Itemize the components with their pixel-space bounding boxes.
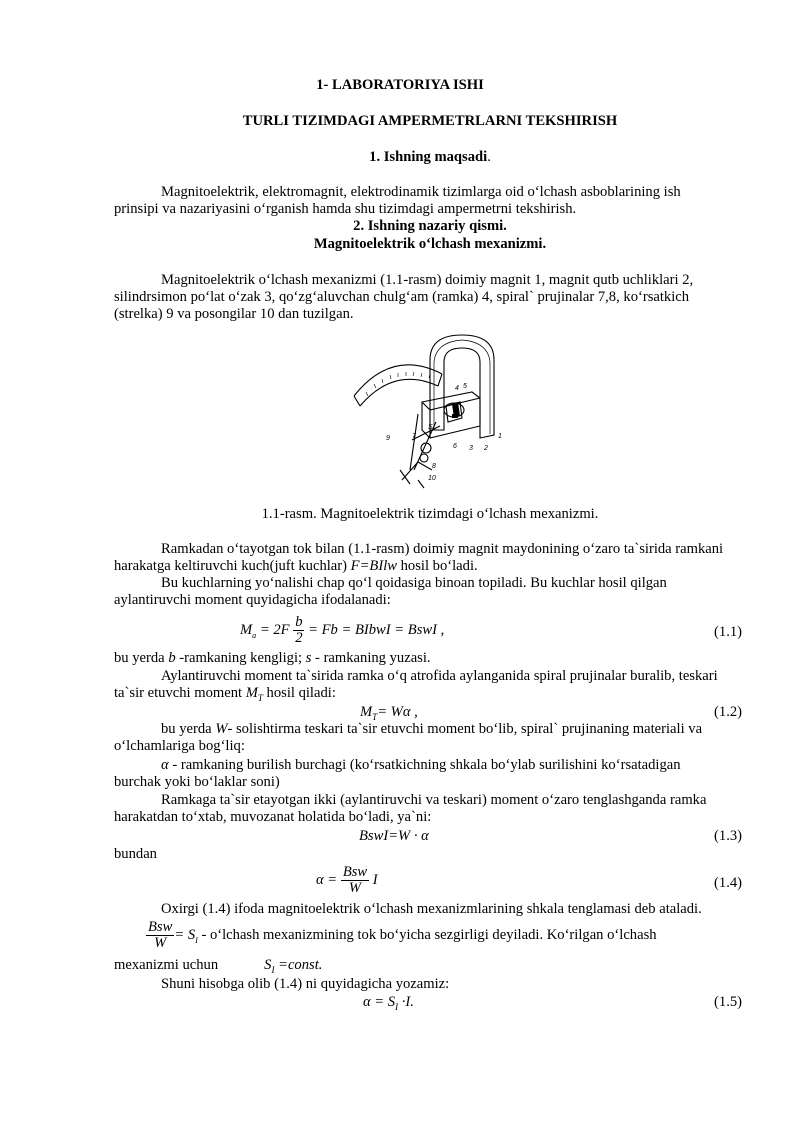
eq-number-1-1: (1.1) [714, 624, 742, 640]
sensitivity-line2: mexanizmi uchun $S_I$ =const. [114, 957, 323, 975]
label-3: 3 [469, 445, 473, 452]
label-7: 7 [412, 433, 416, 440]
final-paragraph: Shuni hisobga olib (1.4) ni quyidagicha yozamiz: [161, 976, 450, 992]
equation-1-4: α = $\frac{\text{Bsw}}{W}$ I [316, 864, 378, 897]
label-4: 4 [455, 385, 459, 392]
label-2: 2 [484, 445, 488, 452]
equation-1-2: $M_T= W\alpha$ , [360, 704, 418, 722]
alpha-definition-line2: burchak yoki bo‘laklar soni) [114, 774, 280, 790]
alpha-definition-line1: α - ramkaning burilish burchagi (ko‘rsatkichning shkala bo‘ylab surilishini ko‘rsatadigan [161, 757, 681, 773]
label-5: 5 [463, 383, 467, 390]
eq-number-1-3: (1.3) [714, 828, 742, 844]
torque-line1: Aylantiruvchi moment ta`sirida ramka o‘q atrofida aylanganida spiral prujinalar buralib, teskari [161, 668, 718, 684]
eq-number-1-2: (1.2) [714, 704, 742, 720]
torque-line2: ta`sir etuvchi moment $M_T$ hosil qiladi: [114, 685, 336, 703]
eq-number-1-4: (1.4) [714, 875, 742, 891]
magnetoelectric-mechanism-figure [352, 330, 512, 490]
fraction-b-over-2: $\frac{b}{2}$ [295, 614, 303, 647]
section1-heading: 1. Ishning maqsadi. [369, 149, 491, 165]
force-line2: harakatga keltiruvchi kuch(juft kuchlar) F=BIlw hosil bo‘ladi. [114, 558, 478, 574]
label-8: 8 [432, 463, 436, 470]
figure-caption: 1.1-rasm. Magnitoelektrik tizimdagi o‘lchash mexanizmi. [261, 506, 599, 522]
lab-title: 1- LABORATORIYA ISHI [316, 77, 484, 93]
intro-line2: silindrsimon po‘lat o‘zak 3, qo‘zg‘aluvchan chulg‘am (ramka) 4, spiral` prujinalar 7,8, ko‘rsatkich [114, 289, 690, 305]
scale-equation-paragraph: Oxirgi (1.4) ifoda magnitoelektrik o‘lchash mexanizmlarining shkala tenglamasi deb ataladi. [161, 901, 702, 917]
sensitivity-line1: $\frac{\text{Bsw}}{W}$ = $S_I$ - o‘lchash mexanizmining tok bo‘yicha sezgirligi deyiladi. Ko‘rilgan o‘lchash [148, 919, 657, 952]
label-6: 6 [453, 443, 457, 450]
goal-paragraph-line1: Magnitoelektrik, elektromagnit, elektrodinamik tizimlarga oid o‘lchash asboblarining ish [161, 184, 681, 200]
where-b-s: bu yerda b -ramkaning kengligi; s - ramkaning yuzasi. [114, 650, 431, 666]
direction-line2: aylantiruvchi moment quyidagicha ifodalanadi: [114, 592, 391, 608]
intro-line1: Magnitoelektrik o‘lchash mexanizmi (1.1-rasm) doimiy magnit 1, magnit qutb uchliklari 2, [161, 272, 694, 288]
section2-title: 2. Ishning nazariy qismi. [353, 218, 507, 234]
label-1: 1 [498, 433, 502, 440]
fraction-bsw-over-w: $\frac{\text{Bsw}}{W}$ [342, 864, 368, 897]
intro-line3: (strelka) 9 va posongilar 10 dan tuzilgan. [114, 306, 354, 322]
where-w-line2: o‘lchamlariga bog‘liq: [114, 738, 245, 754]
force-line1: Ramkadan o‘tayotgan tok bilan (1.1-rasm) doimiy magnit maydonining o‘zaro ta`sirida ramkani [161, 541, 724, 557]
balance-line2: harakatdan to‘xtab, muvozanat holatida bo‘ladi, ya`ni: [114, 809, 432, 825]
fraction-sensitivity: $\frac{\text{Bsw}}{W}$ [148, 919, 173, 952]
equation-1-1: $M_a = 2F$ $\frac{b}{2}$ = Fb = BIbwI = BswI , [240, 614, 445, 647]
label-9: 9 [386, 435, 390, 442]
equation-1-3: BswI=W · α [359, 828, 429, 844]
label-10: 10 [428, 475, 436, 482]
goal-paragraph-line2: prinsipi va nazariyasini o‘rganish hamda shu tizimdagi ampermetrni tekshirish. [114, 201, 577, 217]
section2-subtitle: Magnitoelektrik o‘lchash mexanizmi. [313, 236, 547, 252]
direction-line1: Bu kuchlarning yo‘nalishi chap qo‘l qoidasiga binoan topiladi. Bu kuchlar hosil qilgan [161, 575, 667, 591]
equation-1-5: $\alpha = S_I \cdot I$. [363, 994, 414, 1012]
subject-title: TURLI TIZIMDAGI AMPERMETRLARNI TEKSHIRISH [242, 113, 618, 129]
bundan-word: bundan [114, 846, 157, 862]
label-s: S [428, 424, 433, 431]
eq-number-1-5: (1.5) [714, 994, 742, 1010]
where-w-line1: bu yerda W- solishtirma teskari ta`sir etuvchi moment bo‘lib, spiral` prujinaning materiali va [161, 721, 703, 737]
balance-line1: Ramkaga ta`sir etayotgan ikki (aylantiruvchi va teskari) moment o‘zaro tenglashganda ramka [161, 792, 707, 808]
